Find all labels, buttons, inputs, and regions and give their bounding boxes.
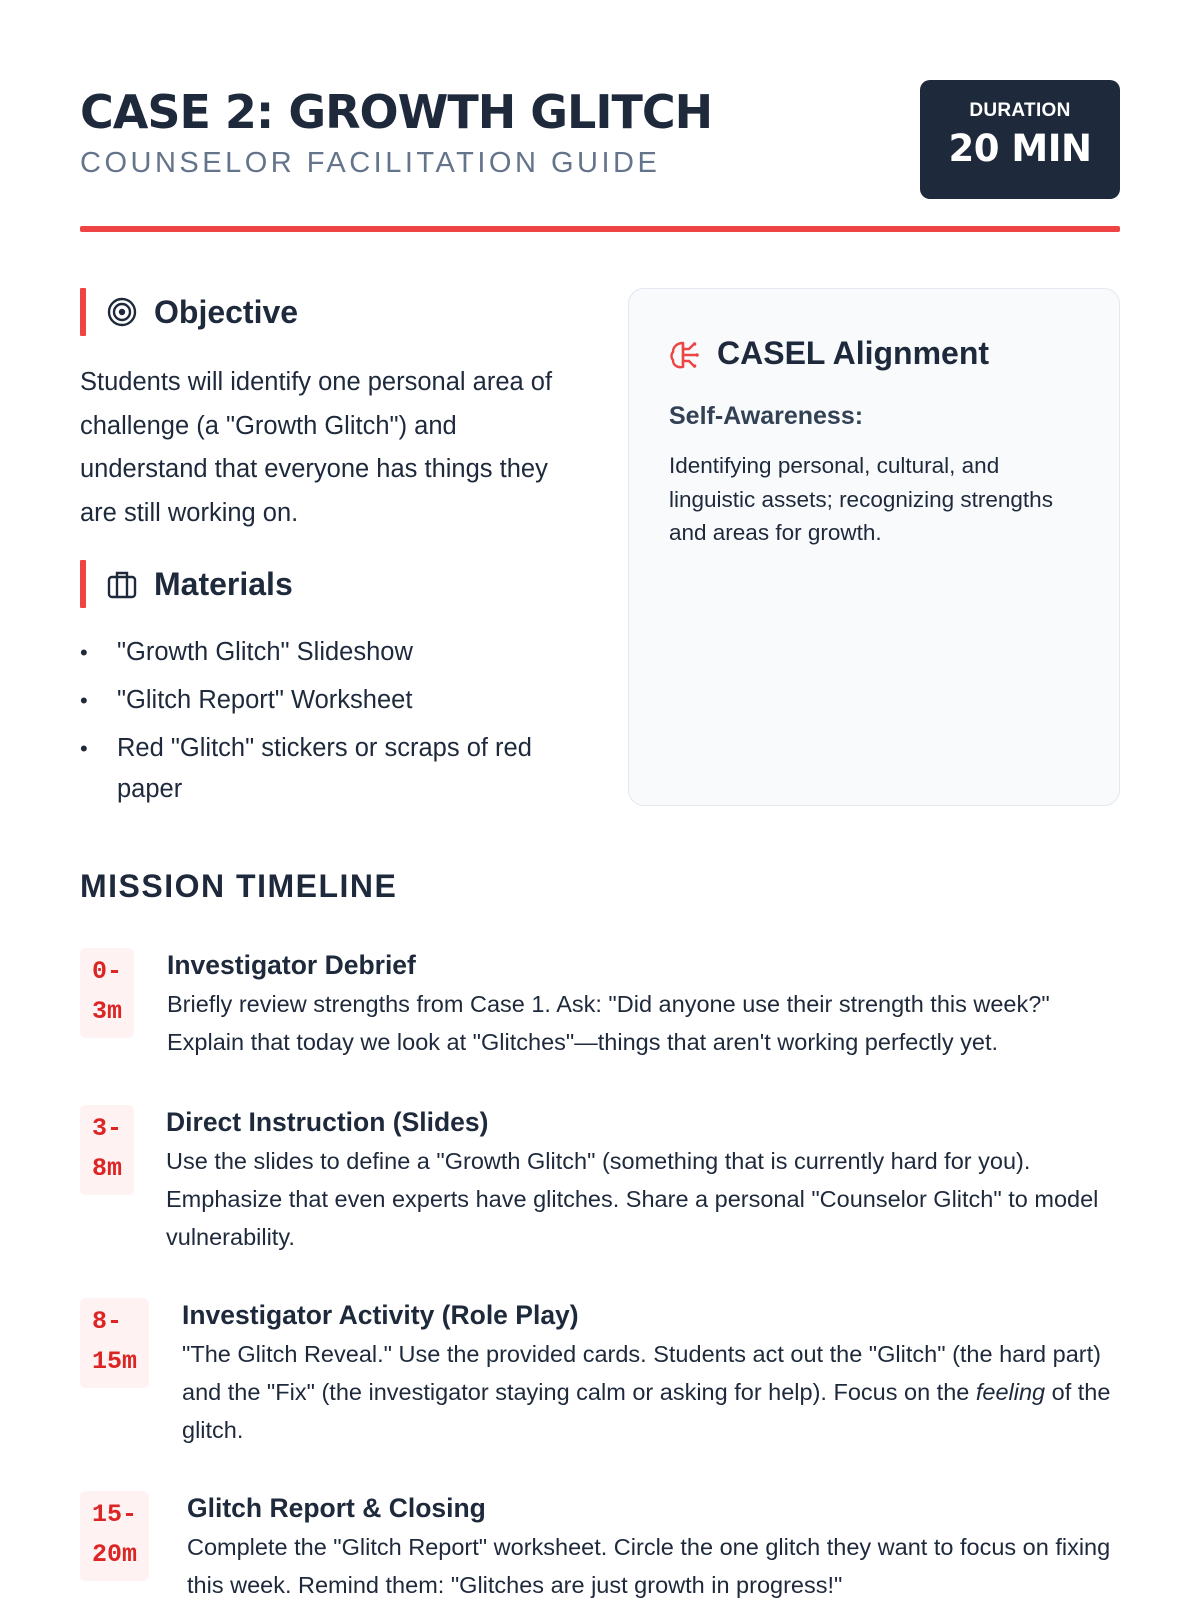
casel-description: Identifying personal, cultural, and linguistic assets; recognizing strengths and areas for growth.: [669, 453, 1053, 545]
facilitation-guide-page: [80, 0, 1120, 1600]
timeline-text: Complete the "Glitch Report" worksheet. Circle the one glitch they want to focus on fixing this week. Remind them: "Glitches are just growth in progress!": [187, 1534, 1111, 1598]
page-title: CASE 2: GROWTH GLITCH: [80, 85, 713, 139]
page-subtitle: COUNSELOR FACILITATION GUIDE: [80, 147, 661, 179]
duration-badge: [920, 80, 1120, 199]
time-badge: [80, 948, 134, 1038]
timeline-heading: Direct Instruction (Slides): [166, 1107, 489, 1137]
time-start: 15-: [92, 1500, 138, 1529]
timeline-title: MISSION TIMELINE: [80, 868, 398, 904]
time-end: 20m: [92, 1540, 138, 1569]
time-start: 8-: [92, 1307, 123, 1336]
page-header: [80, 80, 1120, 230]
objective-text: Students will identify one personal area of challenge (a "Growth Glitch") and understand that everyone has things they are still working on.: [80, 368, 553, 527]
duration-value: 20 MIN: [948, 127, 1092, 170]
timeline-heading: Investigator Debrief: [167, 950, 416, 980]
materials-header: [80, 560, 600, 608]
timeline-text: [182, 1335, 1120, 1449]
timeline-text-part: of the glitch.: [182, 1379, 1111, 1443]
timeline-text-part: "The Glitch Reveal." Use the provided cards. Students act out the "Glitch" (the hard part) and the "Fix" (the investigator staying calm or asking for help). Focus on the: [182, 1341, 1101, 1405]
timeline-body: [167, 948, 1120, 1061]
section-accent-bar: [80, 560, 86, 608]
casel-alignment-card: [628, 288, 1120, 806]
timeline-body: [187, 1491, 1120, 1600]
casel-competency: Self-Awareness:: [669, 402, 864, 430]
materials-title: Materials: [154, 566, 293, 602]
time-start: 3-: [92, 1114, 123, 1143]
timeline-text-emphasis: feeling: [975, 1379, 1046, 1405]
timeline-text: Briefly review strengths from Case 1. Ask: "Did anyone use their strength this week?" Explain that today we look at "Glitches"—things that aren't working perfectly yet.: [167, 991, 1050, 1055]
materials-list: [80, 632, 550, 816]
brain-icon: [669, 339, 701, 371]
time-end: 8m: [92, 1154, 123, 1183]
header-divider: [80, 226, 1120, 232]
timeline-body: [182, 1298, 1120, 1449]
material-item-label: Red "Glitch" stickers or scraps of red paper: [117, 734, 532, 803]
timeline-heading: Investigator Activity (Role Play): [182, 1300, 579, 1330]
time-start: 0-: [92, 957, 123, 986]
time-badge: [80, 1105, 134, 1195]
target-icon: [106, 296, 138, 328]
time-badge: [80, 1491, 149, 1581]
timeline-body: [166, 1105, 1120, 1256]
list-item: • "Growth Glitch" Slideshow: [80, 638, 413, 666]
material-item-label: "Growth Glitch" Slideshow: [117, 638, 413, 666]
timeline-heading: Glitch Report & Closing: [187, 1493, 486, 1523]
list-item: • "Glitch Report" Worksheet: [80, 686, 413, 714]
objective-header: [80, 288, 600, 336]
list-item: • Red "Glitch" stickers or scraps of red paper: [80, 734, 532, 803]
time-end: 3m: [92, 997, 123, 1026]
casel-title: CASEL Alignment: [717, 335, 990, 371]
time-badge: [80, 1298, 149, 1388]
briefcase-icon: [106, 568, 138, 600]
time-end: 15m: [92, 1347, 138, 1376]
objective-title: Objective: [154, 294, 299, 330]
section-accent-bar: [80, 288, 86, 336]
material-item-label: "Glitch Report" Worksheet: [117, 686, 413, 714]
duration-label: DURATION: [969, 100, 1071, 121]
timeline-text: Use the slides to define a "Growth Glitch" (something that is currently hard for you). Emphasize that even experts have glitches. Share a personal "Counselor Glitch" to model vulnerability.: [166, 1148, 1099, 1250]
